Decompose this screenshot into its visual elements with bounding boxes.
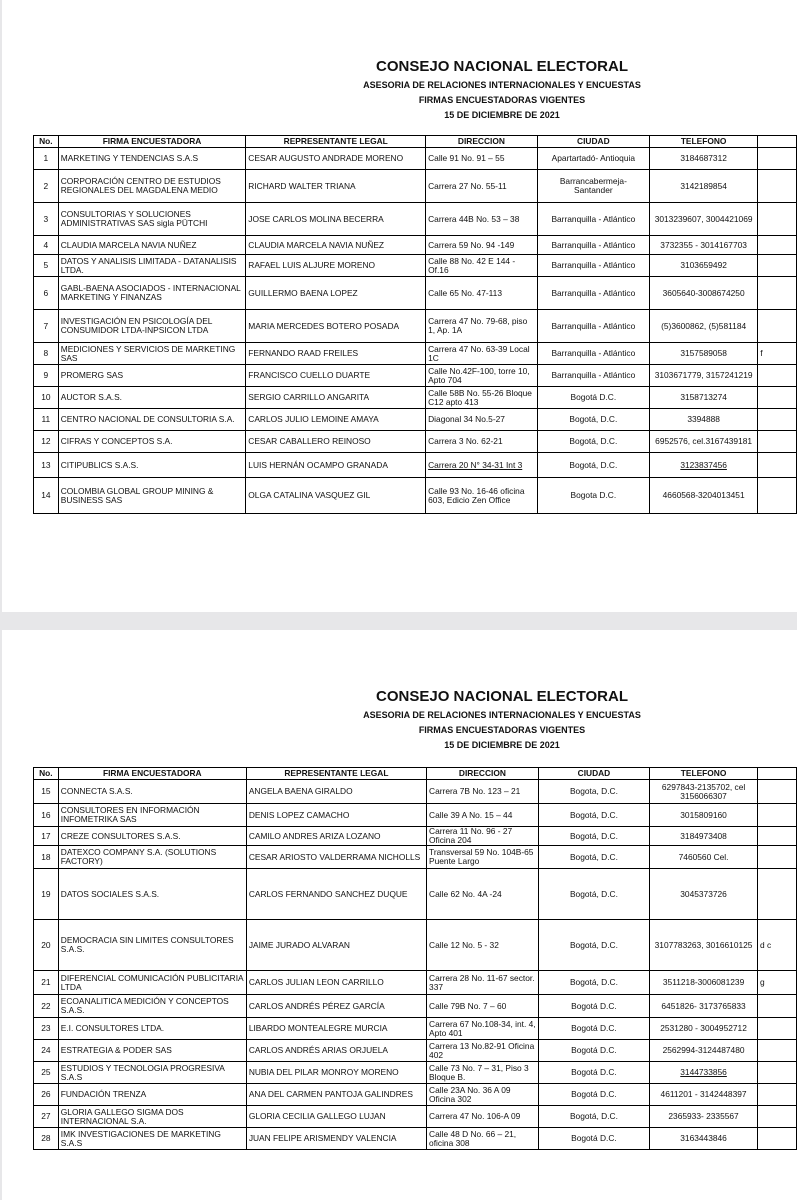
- cell-address: Calle 48 D No. 66 – 21, oficina 308: [427, 1128, 539, 1150]
- table-row: [34, 971, 797, 995]
- cell-firm: CREZE CONSULTORES S.A.S.: [58, 827, 246, 846]
- cell-city: Bogotá, D.C.: [538, 971, 649, 995]
- cell-phone: 6451826- 3173765833: [650, 995, 758, 1018]
- column-header: [758, 768, 797, 780]
- column-header: No.: [34, 136, 59, 148]
- table-row: [34, 780, 797, 804]
- cell-firm: IMK INVESTIGACIONES DE MARKETING S.A.S: [58, 1128, 246, 1150]
- cell-city: Barranquilla - Atlántico: [537, 277, 649, 310]
- cell-extra: [758, 1106, 797, 1128]
- table-row: [34, 203, 797, 236]
- cell-extra: [758, 431, 797, 453]
- cell-city: Bogotá D.C.: [538, 1040, 649, 1062]
- cell-address: Carrera 7B No. 123 – 21: [427, 780, 539, 804]
- cell-representative: CAMILO ANDRES ARIZA LOZANO: [246, 827, 426, 846]
- cell-firm: INVESTIGACIÓN EN PSICOLOGÍA DEL CONSUMIDOR LTDA-INPSICON LTDA: [58, 310, 246, 343]
- table-row: [34, 277, 797, 310]
- cell-address: Calle 58B No. 55-26 Bloque C12 apto 413: [426, 387, 538, 409]
- cell-representative: CLAUDIA MARCELA NAVIA NUÑEZ: [246, 236, 426, 255]
- cell-extra: [758, 995, 797, 1018]
- table-row: [34, 453, 797, 478]
- cell-extra: [758, 236, 797, 255]
- cell-representative: RAFAEL LUIS ALJURE MORENO: [246, 255, 426, 277]
- cell-address: Carrera 27 No. 55-11: [426, 170, 538, 203]
- cell-extra: [758, 1128, 797, 1150]
- cell-representative: CARLOS ANDRÉS ARIAS ORJUELA: [246, 1040, 426, 1062]
- cell-extra: [758, 277, 797, 310]
- cell-representative: JAIME JURADO ALVARAN: [246, 920, 426, 971]
- column-header: CIUDAD: [538, 768, 649, 780]
- cell-extra: [758, 478, 797, 514]
- table-row: [34, 804, 797, 827]
- table-row: [34, 409, 797, 431]
- document-page-2: [2, 630, 797, 1200]
- cell-city: Barranquilla - Atlántico: [537, 255, 649, 277]
- cell-phone: 3605640-3008674250: [650, 277, 758, 310]
- cell-number: 5: [34, 255, 59, 277]
- cell-firm: CITIPUBLICS S.A.S.: [58, 453, 246, 478]
- cell-representative: LUIS HERNÁN OCAMPO GRANADA: [246, 453, 426, 478]
- table-row: [34, 1128, 797, 1150]
- cell-extra: [758, 1018, 797, 1040]
- cell-address: Carrera 47 No. 63-39 Local 1C: [426, 343, 538, 365]
- table-row: [34, 387, 797, 409]
- cell-address: Carrera 44B No. 53 – 38: [426, 203, 538, 236]
- cell-number: 22: [34, 995, 59, 1018]
- cell-representative: OLGA CATALINA VASQUEZ GIL: [246, 478, 426, 514]
- cell-firm: AUCTOR S.A.S.: [58, 387, 246, 409]
- cell-phone: 4611201 - 3142448397: [650, 1084, 758, 1106]
- cell-number: 16: [34, 804, 59, 827]
- table-row: [34, 1040, 797, 1062]
- cell-firm: COLOMBIA GLOBAL GROUP MINING & BUSINESS SAS: [58, 478, 246, 514]
- cell-firm: ESTUDIOS Y TECNOLOGIA PROGRESIVA S.A.S: [58, 1062, 246, 1084]
- cell-firm: DATEXCO COMPANY S.A. (SOLUTIONS FACTORY): [58, 846, 246, 869]
- cell-extra: [758, 409, 797, 431]
- cell-firm: DIFERENCIAL COMUNICACIÓN PUBLICITARIA LTDA: [58, 971, 246, 995]
- cell-address: Carrera 47 No. 79-68, piso 1, Ap. 1A: [426, 310, 538, 343]
- cell-city: Bogotá, D.C.: [538, 827, 649, 846]
- firms-table: [33, 135, 797, 514]
- table-row: [34, 920, 797, 971]
- cell-phone: 3015809160: [650, 804, 758, 827]
- cell-phone: 3103659492: [650, 255, 758, 277]
- cell-phone: 3732355 - 3014167703: [650, 236, 758, 255]
- cell-representative: CARLOS FERNANDO SANCHEZ DUQUE: [246, 869, 426, 920]
- cell-city: Bogotá, D.C.: [538, 804, 649, 827]
- cell-number: 23: [34, 1018, 59, 1040]
- cell-extra: [758, 846, 797, 869]
- cell-extra: [758, 869, 797, 920]
- cell-firm: E.I. CONSULTORES LTDA.: [58, 1018, 246, 1040]
- cell-number: 24: [34, 1040, 59, 1062]
- cell-extra: [758, 780, 797, 804]
- cell-extra: [758, 387, 797, 409]
- cell-phone: 3103671779, 3157241219: [650, 365, 758, 387]
- cell-city: Barranquilla - Atlántico: [537, 236, 649, 255]
- cell-phone: 4660568-3204013451: [650, 478, 758, 514]
- cell-phone: 3013239607, 3004421069: [650, 203, 758, 236]
- table-row: [34, 846, 797, 869]
- cell-city: Barranquilla - Atlántico: [537, 365, 649, 387]
- cell-number: 19: [34, 869, 59, 920]
- cell-extra: [758, 255, 797, 277]
- cell-phone: 3142189854: [650, 170, 758, 203]
- cell-city: Apartartadó- Antioquia: [537, 148, 649, 170]
- cell-city: Bogotá D.C.: [538, 995, 649, 1018]
- table-row: [34, 343, 797, 365]
- cell-address: Calle 79B No. 7 – 60: [427, 995, 539, 1018]
- cell-firm: GLORIA GALLEGO SIGMA DOS INTERNACIONAL S.A.: [58, 1106, 246, 1128]
- table-row: [34, 995, 797, 1018]
- page-date: 15 DE DICIEMBRE DE 2021: [444, 110, 560, 120]
- cell-city: Barrancabermeja- Santander: [537, 170, 649, 203]
- cell-address: Carrera 3 No. 62-21: [426, 431, 538, 453]
- column-header: [758, 136, 797, 148]
- cell-phone: 3158713274: [650, 387, 758, 409]
- cell-representative: NUBIA DEL PILAR MONROY MORENO: [246, 1062, 426, 1084]
- page-title: CONSEJO NACIONAL ELECTORAL: [376, 688, 628, 705]
- cell-extra: [758, 148, 797, 170]
- table-row: [34, 1106, 797, 1128]
- table-header-row: [34, 136, 797, 148]
- cell-phone: 6297843-2135702, cel 3156066307: [650, 780, 758, 804]
- cell-phone: 3184687312: [650, 148, 758, 170]
- cell-number: 26: [34, 1084, 59, 1106]
- page-subtitle: FIRMAS ENCUESTADORAS VIGENTES: [418, 725, 586, 735]
- page-subtitle: ASESORIA DE RELACIONES INTERNACIONALES Y ENCUESTAS: [363, 710, 641, 720]
- table-row: [34, 310, 797, 343]
- cell-city: Bogota D.C.: [537, 478, 649, 514]
- cell-firm: CIFRAS Y CONCEPTOS S.A.: [58, 431, 246, 453]
- cell-phone: 3144733856: [650, 1062, 758, 1084]
- table-row: [34, 255, 797, 277]
- cell-phone: 3511218-3006081239: [650, 971, 758, 995]
- cell-city: Bogotá, D.C.: [537, 453, 649, 478]
- table-row: [34, 1062, 797, 1084]
- cell-number: 1: [34, 148, 59, 170]
- column-header: TELEFONO: [650, 768, 758, 780]
- cell-address: Carrera 11 No. 96 - 27 Oficina 204: [427, 827, 539, 846]
- column-header: REPRESENTANTE LEGAL: [246, 136, 426, 148]
- cell-address: Carrera 47 No. 106-A 09: [427, 1106, 539, 1128]
- cell-number: 21: [34, 971, 59, 995]
- cell-firm: MEDICIONES Y SERVICIOS DE MARKETING SAS: [58, 343, 246, 365]
- cell-address: Carrera 67 No.108-34, int. 4, Apto 401: [427, 1018, 539, 1040]
- cell-number: 2: [34, 170, 59, 203]
- page-subtitle: FIRMAS ENCUESTADORAS VIGENTES: [418, 95, 586, 105]
- cell-number: 15: [34, 780, 59, 804]
- cell-firm: CONNECTA S.A.S.: [58, 780, 246, 804]
- column-header: CIUDAD: [537, 136, 649, 148]
- cell-city: Barranquilla - Atlántico: [537, 310, 649, 343]
- cell-representative: DENIS LOPEZ CAMACHO: [246, 804, 426, 827]
- column-header: REPRESENTANTE LEGAL: [246, 768, 426, 780]
- cell-number: 28: [34, 1128, 59, 1150]
- cell-address: Calle No.42F-100, torre 10, Apto 704: [426, 365, 538, 387]
- cell-address: Calle 23A No. 36 A 09 Oficina 302: [427, 1084, 539, 1106]
- cell-city: Bogotá, D.C.: [538, 869, 649, 920]
- cell-extra: g: [758, 971, 797, 995]
- cell-number: 12: [34, 431, 59, 453]
- cell-phone: 2562994-3124487480: [650, 1040, 758, 1062]
- column-header: FIRMA ENCUESTADORA: [58, 136, 246, 148]
- cell-number: 10: [34, 387, 59, 409]
- cell-extra: [758, 1040, 797, 1062]
- column-header: DIRECCION: [426, 136, 538, 148]
- cell-city: Bogotá D.C.: [538, 1062, 649, 1084]
- cell-firm: FUNDACIÓN TRENZA: [58, 1084, 246, 1106]
- cell-phone: (5)3600862, (5)581184: [650, 310, 758, 343]
- cell-firm: CLAUDIA MARCELA NAVIA NUÑEZ: [58, 236, 246, 255]
- table-row: [34, 1018, 797, 1040]
- cell-address: Calle 39 A No. 15 – 44: [427, 804, 539, 827]
- cell-address: Calle 12 No. 5 - 32: [427, 920, 539, 971]
- table-row: [34, 170, 797, 203]
- cell-phone: 3163443846: [650, 1128, 758, 1150]
- cell-firm: DATOS SOCIALES S.A.S.: [58, 869, 246, 920]
- cell-city: Bogotá, D.C.: [538, 1106, 649, 1128]
- cell-number: 6: [34, 277, 59, 310]
- cell-representative: SERGIO CARRILLO ANGARITA: [246, 387, 426, 409]
- cell-firm: ESTRATEGIA & PODER SAS: [58, 1040, 246, 1062]
- cell-city: Bogotá, D.C.: [538, 846, 649, 869]
- cell-firm: CONSULTORES EN INFORMACIÓN INFOMETRIKA SAS: [58, 804, 246, 827]
- cell-firm: ECOANALITICA MEDICIÓN Y CONCEPTOS S.A.S.: [58, 995, 246, 1018]
- cell-firm: CORPORACIÓN CENTRO DE ESTUDIOS REGIONALES DEL MAGDALENA MEDIO: [58, 170, 246, 203]
- cell-phone: 2531280 - 3004952712: [650, 1018, 758, 1040]
- cell-city: Bogotá D.C.: [537, 387, 649, 409]
- cell-firm: MARKETING Y TENDENCIAS S.A.S: [58, 148, 246, 170]
- column-header: FIRMA ENCUESTADORA: [58, 768, 246, 780]
- document-page-1: [2, 0, 797, 612]
- cell-number: 13: [34, 453, 59, 478]
- cell-address: Calle 65 No. 47-113: [426, 277, 538, 310]
- cell-city: Bogotá, D.C.: [538, 920, 649, 971]
- cell-extra: [758, 1062, 797, 1084]
- table-row: [34, 365, 797, 387]
- cell-phone: 3157589058: [650, 343, 758, 365]
- cell-representative: CESAR ARIOSTO VALDERRAMA NICHOLLS: [246, 846, 426, 869]
- table-row: [34, 431, 797, 453]
- cell-firm: DATOS Y ANALISIS LIMITADA - DATANALISIS LTDA.: [58, 255, 246, 277]
- cell-representative: FRANCISCO CUELLO DUARTE: [246, 365, 426, 387]
- cell-phone: 3394888: [650, 409, 758, 431]
- cell-representative: GLORIA CECILIA GALLEGO LUJAN: [246, 1106, 426, 1128]
- cell-representative: JUAN FELIPE ARISMENDY VALENCIA: [246, 1128, 426, 1150]
- cell-number: 27: [34, 1106, 59, 1128]
- cell-address: Calle 73 No. 7 – 31, Piso 3 Bloque B.: [427, 1062, 539, 1084]
- cell-firm: PROMERG SAS: [58, 365, 246, 387]
- cell-number: 20: [34, 920, 59, 971]
- cell-address: Carrera 13 No.82-91 Oficina 402: [427, 1040, 539, 1062]
- cell-address: Calle 62 No. 4A -24: [427, 869, 539, 920]
- cell-number: 18: [34, 846, 59, 869]
- cell-number: 9: [34, 365, 59, 387]
- cell-address: Carrera 28 No. 11-67 sector. 337: [427, 971, 539, 995]
- table-row: [34, 827, 797, 846]
- cell-city: Bogotá D.C.: [538, 1128, 649, 1150]
- cell-extra: d c: [758, 920, 797, 971]
- cell-number: 14: [34, 478, 59, 514]
- cell-phone: 6952576, cel.3167439181: [650, 431, 758, 453]
- column-header: DIRECCION: [427, 768, 539, 780]
- cell-firm: DEMOCRACIA SIN LIMITES CONSULTORES S.A.S.: [58, 920, 246, 971]
- cell-city: Barranquilla - Atlántico: [537, 343, 649, 365]
- cell-representative: CARLOS JULIAN LEON CARRILLO: [246, 971, 426, 995]
- cell-representative: JOSE CARLOS MOLINA BECERRA: [246, 203, 426, 236]
- cell-city: Barranquilla - Atlántico: [537, 203, 649, 236]
- cell-address: Transversal 59 No. 104B-65 Puente Largo: [427, 846, 539, 869]
- cell-city: Bogota, D.C.: [538, 780, 649, 804]
- cell-representative: FERNANDO RAAD FREILES: [246, 343, 426, 365]
- cell-phone: 3107783263, 3016610125: [650, 920, 758, 971]
- table-row: [34, 478, 797, 514]
- cell-representative: CARLOS ANDRÉS PÉREZ GARCÍA: [246, 995, 426, 1018]
- cell-number: 17: [34, 827, 59, 846]
- table-row: [34, 869, 797, 920]
- cell-extra: [758, 203, 797, 236]
- cell-representative: CESAR CABALLERO REINOSO: [246, 431, 426, 453]
- firms-table: [33, 767, 797, 1150]
- cell-city: Bogotá, D.C.: [537, 409, 649, 431]
- cell-number: 7: [34, 310, 59, 343]
- column-header: No.: [34, 768, 59, 780]
- cell-representative: ANGELA BAENA GIRALDO: [246, 780, 426, 804]
- cell-extra: [758, 365, 797, 387]
- cell-address: Calle 93 No. 16-46 oficina 603, Edicio Zen Office: [426, 478, 538, 514]
- cell-city: Bogotá D.C.: [538, 1018, 649, 1040]
- cell-extra: [758, 827, 797, 846]
- table-row: [34, 1084, 797, 1106]
- cell-city: Bogotá D.C.: [538, 1084, 649, 1106]
- cell-address: Calle 91 No. 91 – 55: [426, 148, 538, 170]
- cell-address: Calle 88 No. 42 E 144 - Of.16: [426, 255, 538, 277]
- page-title: CONSEJO NACIONAL ELECTORAL: [376, 58, 628, 75]
- cell-address: Diagonal 34 No.5-27: [426, 409, 538, 431]
- cell-phone: 3045373726: [650, 869, 758, 920]
- cell-firm: GABL-BAENA ASOCIADOS - INTERNACIONAL MARKETING Y FINANZAS: [58, 277, 246, 310]
- cell-number: 8: [34, 343, 59, 365]
- page-subtitle: ASESORIA DE RELACIONES INTERNACIONALES Y ENCUESTAS: [363, 80, 641, 90]
- cell-phone: 7460560 Cel.: [650, 846, 758, 869]
- cell-phone: 2365933- 2335567: [650, 1106, 758, 1128]
- cell-representative: CESAR AUGUSTO ANDRADE MORENO: [246, 148, 426, 170]
- cell-number: 4: [34, 236, 59, 255]
- cell-address: Carrera 20 N° 34-31 Int 3: [426, 453, 538, 478]
- cell-city: Bogotá, D.C.: [537, 431, 649, 453]
- cell-representative: LIBARDO MONTEALEGRE MURCIA: [246, 1018, 426, 1040]
- table-row: [34, 148, 797, 170]
- cell-number: 11: [34, 409, 59, 431]
- table-row: [34, 236, 797, 255]
- cell-representative: ANA DEL CARMEN PANTOJA GALINDRES: [246, 1084, 426, 1106]
- cell-representative: MARIA MERCEDES BOTERO POSADA: [246, 310, 426, 343]
- cell-representative: GUILLERMO BAENA LOPEZ: [246, 277, 426, 310]
- cell-number: 3: [34, 203, 59, 236]
- cell-representative: CARLOS JULIO LEMOINE AMAYA: [246, 409, 426, 431]
- cell-extra: [758, 1084, 797, 1106]
- cell-address: Carrera 59 No. 94 -149: [426, 236, 538, 255]
- cell-phone: 3184973408: [650, 827, 758, 846]
- cell-extra: [758, 804, 797, 827]
- cell-representative: RICHARD WALTER TRIANA: [246, 170, 426, 203]
- cell-extra: f: [758, 343, 797, 365]
- table-header-row: [34, 768, 797, 780]
- cell-firm: CENTRO NACIONAL DE CONSULTORIA S.A.: [58, 409, 246, 431]
- cell-phone: 3123837456: [650, 453, 758, 478]
- cell-extra: [758, 310, 797, 343]
- cell-extra: [758, 170, 797, 203]
- cell-extra: [758, 453, 797, 478]
- cell-number: 25: [34, 1062, 59, 1084]
- cell-firm: CONSULTORIAS Y SOLUCIONES ADMINISTRATIVAS SAS sigla PÜTCHI: [58, 203, 246, 236]
- page-date: 15 DE DICIEMBRE DE 2021: [444, 740, 560, 750]
- column-header: TELEFONO: [650, 136, 758, 148]
